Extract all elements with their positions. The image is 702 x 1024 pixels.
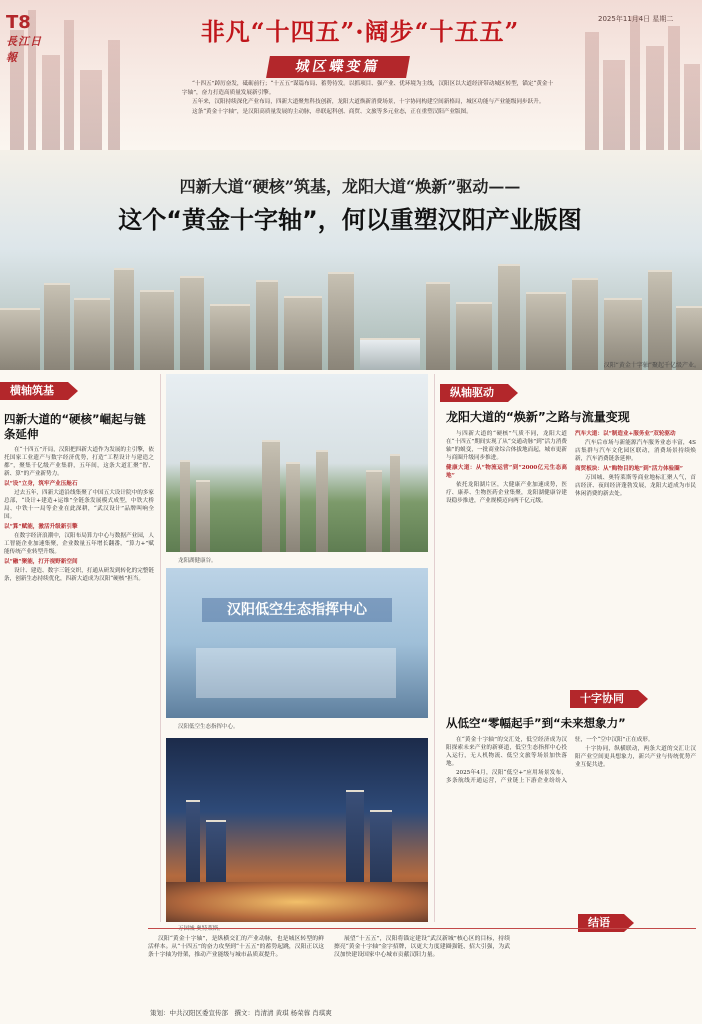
closing-section (148, 928, 696, 1005)
article-right-body-1: 与四新大道的“硬核”气质不同，龙阳大道在“十四五”期间实现了从“交通动脉”到“活力消费轴”的蜕变，一批商业综合体拔地而起，城市更新与商圈升级同步推进。 健康大道：从“物流运营”到“2000亿元生态高地” 依托龙阳湖片区，大健康产业加速成势，医疗、康养、生物医药企业集聚，龙阳湖健康谷建设稳步推进，产业规模迈向两千亿元级。 汽车大道：以“制造业+服务业”双轮驱动 汽车后市场与新能源汽车服务业态丰富，4S店集群与汽车文化园区联动，消费场景持续焕新，汽车消费链条延伸。 商贸板块：从“购物目的地”到“活力体验圈” 万国城、奥特莱斯等商业地标汇聚人气，首店经济、夜间经济蓬勃发展，龙阳大道成为市民休闲消费的新去处。 (446, 431, 696, 504)
article-right-body-2: 在“黄金十字轴”的交汇处，低空经济成为汉阳探索未来产业的新赛道，低空生态指挥中心投入运行，无人机物流、低空文旅等场景加快落地。 2025年4月，汉阳“低空+”应用场景发布，多条航线开通运营，产业链上下游企业纷纷入驻，一个“空中汉阳”正在成形。 十字协同，纵横联动，两条大道的交汇让汉阳产业空间更具想象力，新兴产业与传统优势产业互促共进。 (446, 737, 696, 784)
command-center-sign: 汉阳低空生态指挥中心 (202, 598, 392, 622)
section-title-longyang-avenue: 龙阳大道的“焕新”之路与流量变现 (446, 410, 630, 424)
photo3-caption: 万国城·奥特莱斯。 (178, 926, 224, 932)
photo-longyang-lake-health-valley (166, 374, 428, 552)
section-tag-closing: 结语 (578, 914, 624, 932)
headline-kicker: 四新大道“硬核”筑基，龙阳大道“焕新”驱动—— (179, 177, 521, 196)
page-number: T8 長江日報 (6, 12, 46, 65)
section-tag-vertical-axis: 纵轴驱动 (440, 384, 508, 402)
issue-date: 2025年11月4日 星期二 (598, 15, 674, 23)
article-left-body: 在“十四五”开局，汉阳把四新大道作为发展的主引擎，依托国家工业遗产与数字经济优势，打造“工程设计与建造之都”，聚集千亿级产业集群，五年间，这条大道汇聚“智、新、算”的产业新势力。 以“设”立身，筑牢产业压舱石 过去五年，四新大道沿线集聚了中国五大设计院中的多家总部，“设计+建造+运维”全链条发展模式成型，中铁大桥局、中铁十一局等企业在此深耕，“武汉设计”品牌叫响全国。 以“算”赋能，激活升级新引擎 在数字经济浪潮中，汉阳布局算力中心与数据产业园，人工智能企业加速集聚，企业数量五年增长翻番，“算力+”赋能传统产业转型升级。 以“融”聚能，打开视野新空间 设计、建造、数字三链交织，打通从研发到转化的完整链条，创新生态持续优化，四新大道成为汉阳“硬核”担当。 (4, 447, 154, 582)
section-tag-horizontal-axis: 横轴筑基 (0, 382, 68, 400)
photo-outlets-night-scene (166, 738, 428, 922)
main-title: 非凡“十四五”·阔步“十五五” (200, 17, 520, 46)
section-tag-cross-synergy: 十字协同 (570, 690, 638, 708)
photo-low-altitude-command-center (166, 568, 428, 718)
section-title-sixin-avenue: 四新大道的“硬核”崛起与链条延伸 (4, 412, 146, 441)
photo2-caption: 汉阳低空生态指挥中心。 (178, 724, 239, 730)
column-banner: 城区蝶变篇 (266, 56, 410, 78)
intro-text: “十四五”踔厉奋发，砥砺前行；“十五五”谋篇布局、蓄势待发。以抓项目、强产业、优环境为主线，汉阳区以大道经济带动城区转型，锚定“黄金十字轴”，奋力打造高质量发展新引擎。 五年来，汉阳持续深化产业布局，四新大道聚焦科技创新，龙阳大道焕新消费场景，十字协同构建空间新格局，城区功能与产业能级同步跃升。 这条“黄金十字轴”，是汉阳高质量发展的主动脉，串联起科创、商贸、文旅等多元业态，正在重塑汉阳产业版图。 (182, 81, 554, 115)
headline: 这个“黄金十字轴”，何以重塑汉阳产业版图 (118, 206, 582, 234)
section-title-low-altitude: 从低空“零幅起手”到“未来想象力” (446, 716, 626, 730)
credits-line: 策划：中共汉阳区委宣传部 撰文：肖清清 黄琪 杨荣蓉 肖琪爽 (150, 1009, 332, 1017)
closing-body: 汉阳“黄金十字轴”，是纵横交汇的产业动脉，也是城区转型的鲜活样本。从“十四五”的奋力攻坚到“十五五”的蓄势起跳，汉阳正以这条十字轴为骨架，推动产业能级与城市品质双提升。 展望“十五五”，汉阳将锚定建设“武汉新城”核心区的目标，持续擦亮“黄金十字轴”金字招牌，以更大力度建圈强链、招大引强，为武汉加快建设国家中心城市贡献汉阳力量。 (148, 936, 510, 959)
newspaper-logo: 長江日報 (6, 35, 42, 64)
photo1-caption: 龙阳湖健康谷。 (178, 558, 217, 564)
hero-caption: 汉阳“黄金十字轴”聚起千亿级产业。 (603, 362, 700, 369)
